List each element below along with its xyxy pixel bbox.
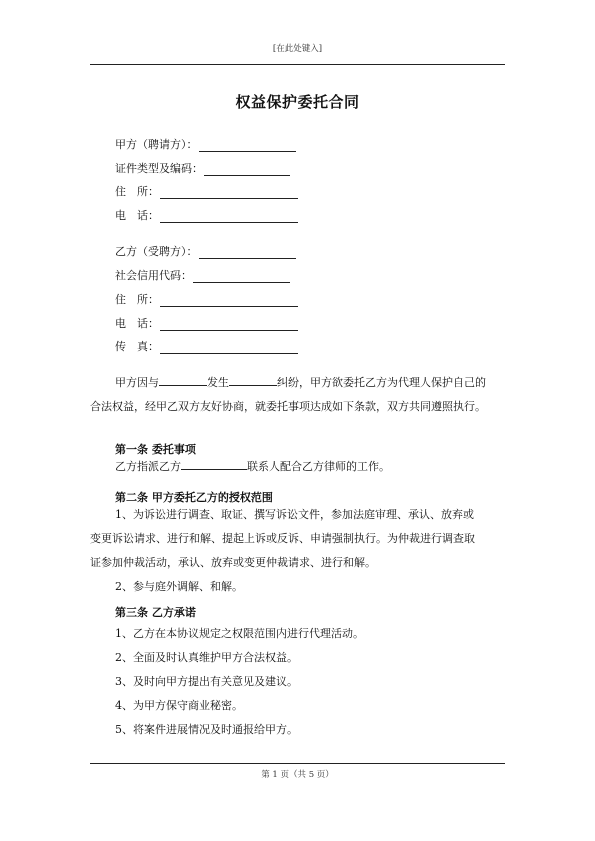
party-a-phone-blank[interactable] xyxy=(160,210,298,223)
article-3-heading: 第三条 乙方承诺 xyxy=(115,606,196,619)
document-title: 权益保护委托合同 xyxy=(235,93,360,111)
party-a-name-blank[interactable] xyxy=(199,139,296,152)
intro-text-a: 甲方因与 xyxy=(115,376,159,389)
party-b-credit-blank[interactable] xyxy=(193,270,290,283)
party-a-id-label: 证件类型及编码： xyxy=(115,162,203,175)
party-b-name-field xyxy=(115,243,296,259)
article-3-item: 2、全面及时认真维护甲方合法权益。 xyxy=(115,651,298,664)
party-a-id-blank[interactable] xyxy=(204,163,290,176)
party-b-credit-label: 社会信用代码： xyxy=(115,269,192,282)
intro-line-2: 合法权益，经甲乙双方友好协商，就委托事项达成如下条款，双方共同遵照执行。 xyxy=(90,400,486,413)
article-3-item: 1、乙方在本协议规定之权限范围内进行代理活动。 xyxy=(115,627,364,640)
footer-divider xyxy=(90,763,505,764)
article-2-p1-line-2: 变更诉讼请求、进行和解、提起上诉或反诉、申请强制执行。为仲裁进行调查取 xyxy=(90,532,475,545)
party-b-phone-label: 电 话： xyxy=(115,317,159,330)
party-b-fax-blank[interactable] xyxy=(160,341,298,354)
party-b-credit-field xyxy=(115,267,290,283)
article-1-contact-blank[interactable] xyxy=(181,457,247,470)
party-b-address-label: 住 所： xyxy=(115,293,159,306)
party-b-name-blank[interactable] xyxy=(199,246,296,259)
party-b-fax-label: 传 真： xyxy=(115,340,159,353)
party-b-phone-field xyxy=(115,315,298,331)
party-a-name-field xyxy=(115,136,296,152)
article-3-item: 3、及时向甲方提出有关意见及建议。 xyxy=(115,675,298,688)
party-b-name-label: 乙方（受聘方）： xyxy=(115,245,198,258)
party-b-fax-field xyxy=(115,338,298,354)
article-2-p1-line-1: 1、为诉讼进行调查、取证、撰写诉讼文件，参加法庭审理、承认、放弃或 xyxy=(115,508,474,521)
article-2-p2: 2、参与庭外调解、和解。 xyxy=(115,580,243,593)
article-1-line xyxy=(115,455,390,479)
article-3-item: 4、为甲方保守商业秘密。 xyxy=(115,699,243,712)
party-a-name-label: 甲方（聘请方）： xyxy=(115,138,198,151)
party-a-address-blank[interactable] xyxy=(160,186,298,199)
article-2-p1-line-3: 证参加仲裁活动，承认、放弃或变更仲裁请求、进行和解。 xyxy=(90,556,376,569)
party-a-id-field xyxy=(115,160,290,176)
header-divider xyxy=(90,64,505,65)
party-a-address-field xyxy=(115,183,298,199)
article-2-heading: 第二条 甲方委托乙方的授权范围 xyxy=(115,491,273,504)
party-b-phone-blank[interactable] xyxy=(160,318,298,331)
intro-dispute-party-blank[interactable] xyxy=(159,373,207,386)
article-1-text-b: 联系人配合乙方律师的工作。 xyxy=(247,460,390,473)
page-header: [在此处键入] xyxy=(272,44,323,54)
article-3-item: 5、将案件进展情况及时通报给甲方。 xyxy=(115,723,298,736)
party-b-address-field xyxy=(115,291,298,307)
intro-text-c: 纠纷，甲方欲委托乙方为代理人保护自己的 xyxy=(277,376,486,389)
article-1-text-a: 乙方指派乙方 xyxy=(115,460,181,473)
party-b-address-blank[interactable] xyxy=(160,294,298,307)
party-a-phone-field xyxy=(115,207,298,223)
intro-text-b: 发生 xyxy=(207,376,229,389)
intro-line-1 xyxy=(115,371,486,395)
party-a-address-label: 住 所： xyxy=(115,185,159,198)
article-1-heading: 第一条 委托事项 xyxy=(115,443,196,456)
page-footer: 第 1 页（共 5 页） xyxy=(261,770,334,780)
intro-dispute-type-blank[interactable] xyxy=(229,373,277,386)
party-a-phone-label: 电 话： xyxy=(115,209,159,222)
